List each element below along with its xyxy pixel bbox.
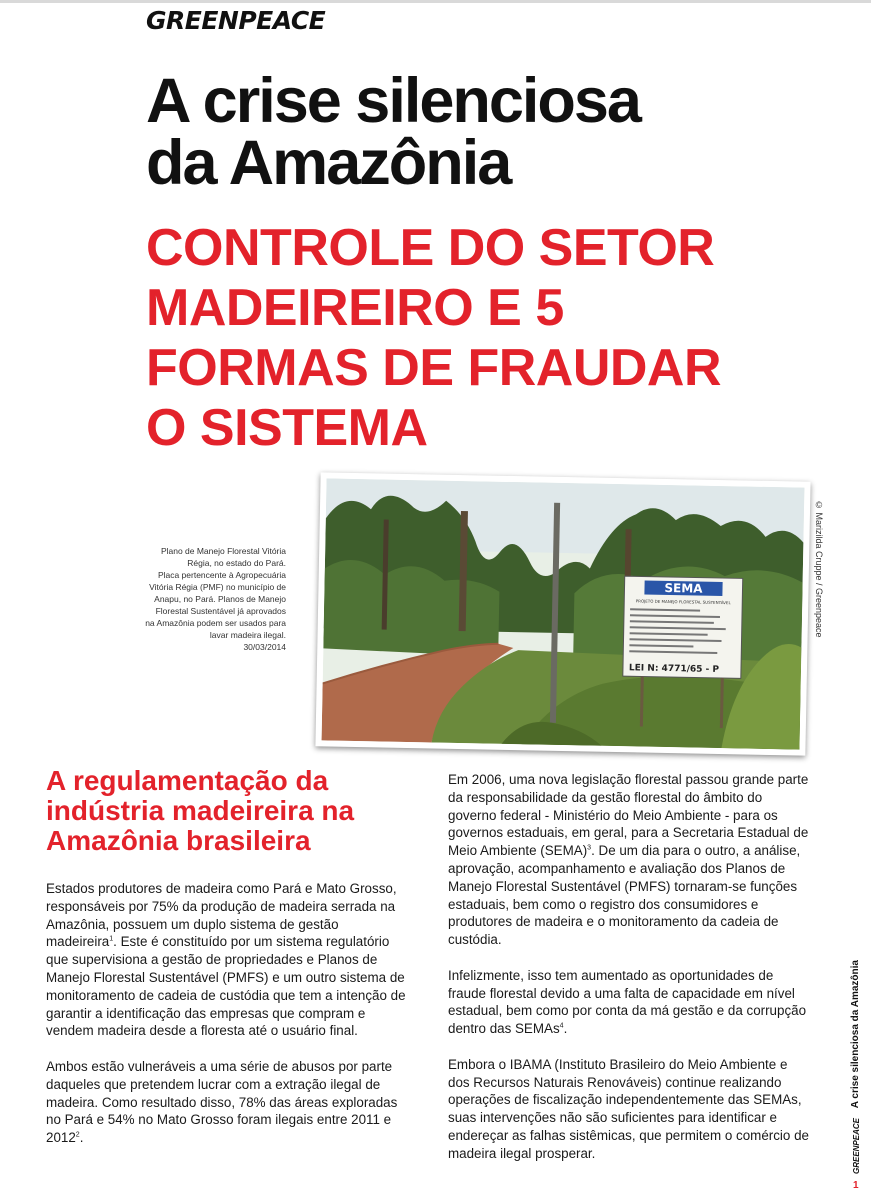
footnote-ref: 1 xyxy=(109,935,114,943)
paragraph-text: Embora o IBAMA (Instituto Brasileiro do Meio Ambiente e dos Recursos Naturais Renováveis) continue realizando operações de fiscalização independentemente das SEMAs, suas intervenções não são suficientes para identificar e endereçar as falhas sistêmicas, que permitem o comércio de madeira ilegal prosperar. xyxy=(448,1056,809,1161)
left-column xyxy=(46,880,406,1165)
caption-line: lavar madeira ilegal. xyxy=(209,630,286,640)
paragraph-text: Infelizmente, isso tem aumentado as oportunidades de fraude florestal devido a uma falta de capacidade em nível estadual, bem como por conta da má gestão e da corrupção dentro das SEMAs xyxy=(448,967,807,1037)
title-line: da Amazônia xyxy=(146,128,511,198)
paragraph-text: Em 2006, uma nova legislação florestal passou grande parte da responsabilidade da gestão florestal do âmbito do governo federal - Ministério do Meio Ambiente - para os governos estaduais, em geral, para a Secretaria Estadual de Meio Ambiente (SEMA) xyxy=(448,772,809,859)
photo-caption xyxy=(140,545,286,653)
caption-line: Vitória Régia (PMF) no município de xyxy=(149,582,286,592)
vertical-greenpeace-logo: GREENPEACE xyxy=(852,1118,861,1175)
subtitle-line: FORMAS DE FRAUDAR xyxy=(146,339,722,397)
subtitle-line: CONTROLE DO SETOR xyxy=(146,219,715,277)
caption-line: Régia, no estado do Pará. xyxy=(187,558,286,568)
vertical-running-title: A crise silenciosa da Amazônia xyxy=(850,960,861,1109)
footnote-ref: 3 xyxy=(587,844,592,852)
heading-line: indústria madeireira na xyxy=(46,795,355,826)
photo-credit: © Marizilda Cruppe / Greenpeace xyxy=(814,500,824,638)
heading-line: A regulamentação da xyxy=(46,765,329,796)
paragraph-text: . xyxy=(79,1130,84,1146)
sign-subtitle: PROJETO DE MANEJO FLORESTAL SUSTENTÁVEL xyxy=(635,598,731,606)
paragraph xyxy=(46,880,406,1040)
paragraph xyxy=(448,771,812,949)
paragraph-text: . Este é constituído por um sistema regulatório que supervisiona a gestão de propriedades e Planos de Manejo Florestal Sustentável (PMFS) e um outro sistema de monitoramento de cadeia de custódia que tem a intenção de garantir a identificação das empresas que compram e vendem madeira desde a floresta até o usuário final. xyxy=(46,934,406,1039)
heading-line: Amazônia brasileira xyxy=(46,825,311,856)
footnote-ref: 4 xyxy=(559,1022,564,1030)
paragraph xyxy=(448,967,812,1038)
page-subtitle xyxy=(146,218,846,458)
caption-date: 30/03/2014 xyxy=(243,642,286,652)
paragraph-text: Ambos estão vulneráveis a uma série de abusos por parte daqueles que pretendem lucrar com a extração ilegal de madeira. Como resultado disso, 78% das áreas exploradas no Pará e 54% no Mato Grosso foram ilegais entre 2011 e 2012 xyxy=(46,1058,398,1146)
footnote-ref: 2 xyxy=(75,1131,80,1139)
page-title xyxy=(146,66,786,198)
greenpeace-logo: GREENPEACE xyxy=(146,6,326,35)
subtitle-line: O SISTEMA xyxy=(146,399,428,457)
caption-line: Florestal Sustentável já aprovados xyxy=(155,606,286,616)
title-line: A crise silenciosa xyxy=(146,66,640,136)
caption-line: Anapu, no Pará. Planos de Manejo xyxy=(154,594,286,604)
sign-law: LEI N: 4771/65 - P xyxy=(628,663,720,676)
sign-title: SEMA xyxy=(664,580,703,596)
section-heading xyxy=(46,766,406,856)
paragraph-text: . xyxy=(563,1021,568,1037)
top-rule xyxy=(0,0,871,3)
forest-photo-illustration xyxy=(322,478,805,749)
paragraph-text: Estados produtores de madeira como Pará e Mato Grosso, responsáveis por 75% da produção de madeira serrada na Amazônia, possuem um duplo sistema de gestão madeireira xyxy=(46,881,397,950)
paragraph-text: . De um dia para o outro, a análise, aprovação, acompanhamento e avaliação dos Planos de Manejo Florestal Sustentável (PMFS) tornaram-se funções estaduais, bem como o registro dos consumidores e produtores de madeira e o monitoramento da cadeia de custódia. xyxy=(448,843,801,948)
right-column xyxy=(448,771,812,1180)
forest-photo xyxy=(315,472,810,755)
caption-line: Plano de Manejo Florestal Vitória xyxy=(160,546,286,556)
paragraph xyxy=(448,1056,812,1163)
caption-line: Placa pertencente à Agropecuária xyxy=(157,570,286,580)
paragraph xyxy=(46,1058,406,1147)
page-number: 1 xyxy=(853,1180,859,1191)
caption-line: na Amazônia podem ser usados para xyxy=(145,618,286,628)
subtitle-line: MADEIREIRO E 5 xyxy=(146,279,564,337)
